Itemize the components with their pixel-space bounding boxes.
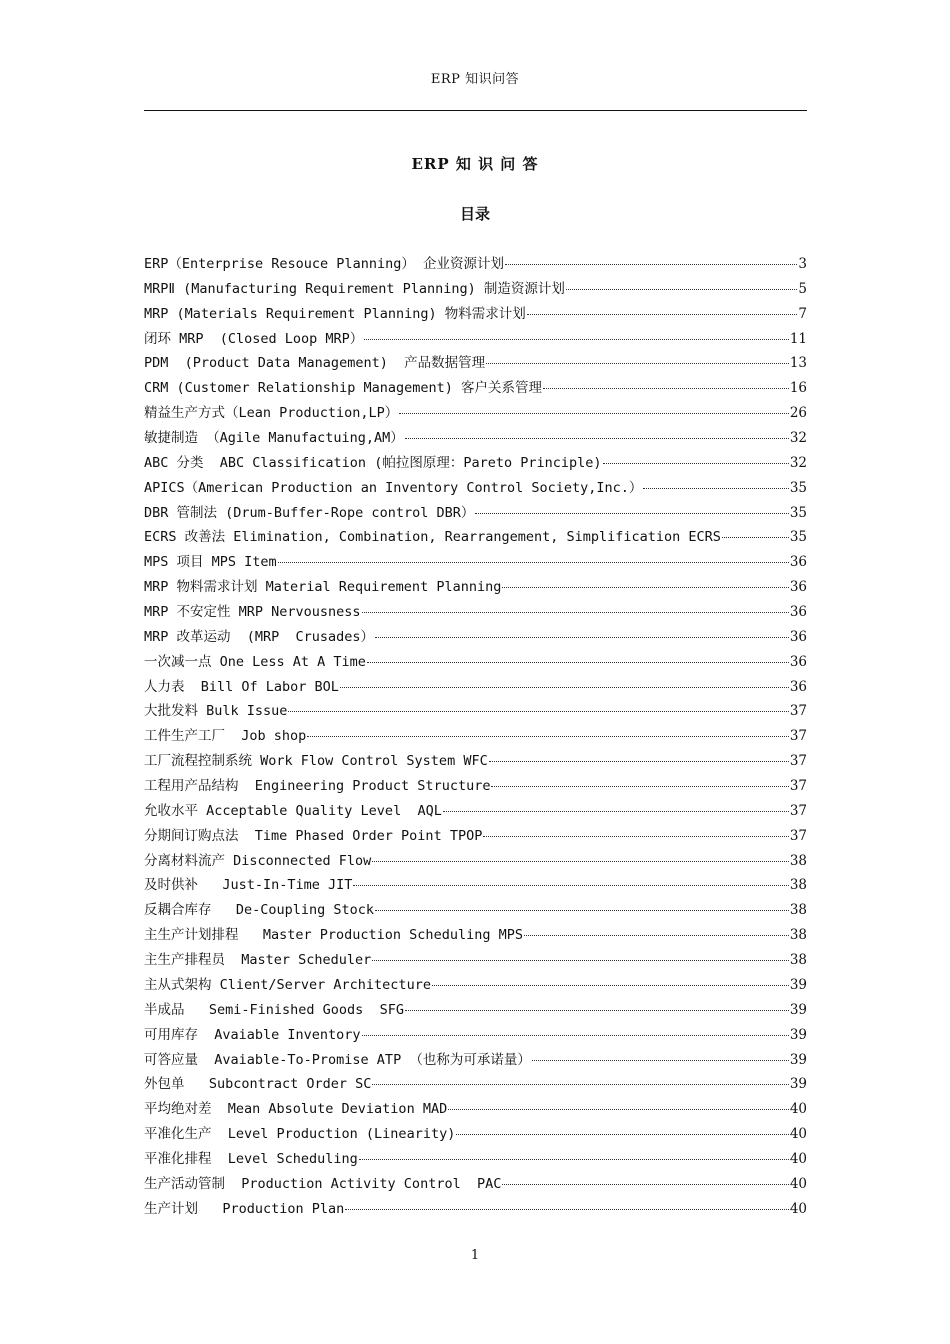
toc-entry-page: 32	[789, 454, 807, 471]
toc-entry-title: 精益生产方式（Lean Production,LP）	[144, 405, 399, 422]
toc-entry[interactable]	[144, 774, 807, 799]
toc-entry-title: 工厂流程控制系统 Work Flow Control System WFC	[144, 753, 488, 770]
toc-dot-leader	[483, 836, 788, 837]
toc-dot-leader	[489, 761, 789, 762]
toc-entry-title: MRP 改革运动 (MRP Crusades）	[144, 628, 375, 645]
toc-entry-page: 40	[789, 1150, 807, 1167]
toc-dot-leader	[372, 960, 789, 961]
toc-entry-page: 16	[789, 380, 807, 397]
toc-dot-leader	[502, 587, 788, 588]
toc-entry[interactable]	[144, 277, 807, 302]
toc-entry-page: 7	[798, 305, 807, 322]
toc-entry[interactable]	[144, 1048, 807, 1073]
toc-dot-leader	[475, 513, 788, 514]
toc-dot-leader	[527, 314, 798, 315]
toc-dot-leader	[362, 612, 789, 613]
toc-dot-leader	[448, 1109, 789, 1110]
toc-entry[interactable]	[144, 948, 807, 973]
toc-dot-leader	[722, 537, 789, 538]
toc-entry-title: 平准化排程 Level Scheduling	[144, 1150, 358, 1167]
toc-entry-page: 35	[789, 504, 807, 521]
toc-dot-leader	[340, 687, 789, 688]
toc-entry[interactable]	[144, 625, 807, 650]
toc-entry[interactable]	[144, 998, 807, 1023]
toc-entry-title: ERP（Enterprise Resouce Planning） 企业资源计划	[144, 256, 504, 272]
toc-dot-leader	[524, 935, 789, 936]
toc-entry-page: 38	[789, 902, 807, 919]
toc-entry[interactable]	[144, 675, 807, 700]
toc-dot-leader	[566, 289, 798, 290]
toc-entry[interactable]	[144, 1097, 807, 1122]
toc-dot-leader	[505, 264, 797, 265]
toc-entry[interactable]	[144, 476, 807, 501]
toc-entry-title: MRP (Materials Requirement Planning) 物料需求计划	[144, 305, 526, 322]
toc-entry-title: 主从式架构 Client/Server Architecture	[144, 976, 431, 993]
table-of-contents	[144, 252, 807, 1222]
toc-entry-title: 主生产排程员 Master Scheduler	[144, 952, 372, 969]
toc-entry-title: 可答应量 Avaiable-To-Promise ATP （也称为可承诺量）	[144, 1051, 531, 1068]
toc-entry[interactable]	[144, 1072, 807, 1097]
toc-dot-leader	[345, 1209, 789, 1210]
toc-entry-page: 26	[789, 405, 807, 422]
toc-entry-title: CRM (Customer Relationship Management) 客户关系管理	[144, 380, 542, 397]
toc-dot-leader	[502, 1184, 788, 1185]
toc-entry-page: 37	[789, 753, 807, 770]
toc-entry[interactable]	[144, 699, 807, 724]
toc-entry-page: 36	[789, 628, 807, 645]
toc-dot-leader	[432, 985, 789, 986]
toc-entry-page: 40	[789, 1200, 807, 1217]
toc-entry[interactable]	[144, 724, 807, 749]
toc-entry[interactable]	[144, 501, 807, 526]
toc-entry-page: 36	[789, 579, 807, 596]
toc-entry[interactable]	[144, 749, 807, 774]
toc-dot-leader	[278, 562, 789, 563]
toc-entry-title: 一次减一点 One Less At A Time	[144, 653, 366, 670]
toc-dot-leader	[532, 1060, 789, 1061]
toc-dot-leader	[375, 637, 789, 638]
toc-dot-leader	[288, 711, 788, 712]
toc-entry[interactable]	[144, 898, 807, 923]
toc-entry-title: DBR 管制法 (Drum-Buffer-Rope control DBR）	[144, 504, 475, 521]
toc-entry-title: 闭环 MRP (Closed Loop MRP）	[144, 330, 364, 347]
toc-entry[interactable]	[144, 849, 807, 874]
toc-entry-page: 36	[789, 554, 807, 571]
toc-dot-leader	[405, 1010, 789, 1011]
toc-entry-page: 37	[789, 703, 807, 720]
toc-dot-leader	[375, 910, 789, 911]
toc-entry-title: 工件生产工厂 Job shop	[144, 728, 307, 745]
toc-entry-title: 主生产计划排程 Master Production Scheduling MPS	[144, 927, 523, 944]
toc-dot-leader	[443, 811, 789, 812]
toc-entry-title: 大批发料 Bulk Issue	[144, 703, 288, 720]
toc-entry-page: 11	[789, 330, 807, 347]
toc-dot-leader	[603, 463, 789, 464]
toc-entry-title: APICS（American Production an Inventory Control Society,Inc.）	[144, 479, 643, 496]
toc-entry[interactable]	[144, 401, 807, 426]
running-header: ERP 知识问答	[430, 72, 520, 87]
toc-entry-page: 38	[789, 927, 807, 944]
toc-entry[interactable]	[144, 525, 807, 550]
toc-entry[interactable]	[144, 650, 807, 675]
toc-entry-page: 37	[789, 728, 807, 745]
toc-dot-leader	[307, 736, 789, 737]
toc-entry-page: 39	[789, 1076, 807, 1093]
toc-dot-leader	[353, 885, 788, 886]
toc-entry-page: 40	[789, 1126, 807, 1143]
toc-entry-page: 39	[789, 1026, 807, 1043]
toc-entry[interactable]	[144, 1197, 807, 1222]
toc-dot-leader	[372, 1084, 788, 1085]
toc-entry-page: 39	[789, 1001, 807, 1018]
toc-entry[interactable]	[144, 327, 807, 352]
toc-entry[interactable]	[144, 252, 807, 277]
toc-entry-title: MRP 物料需求计划 Material Requirement Planning	[144, 579, 502, 596]
toc-dot-leader	[491, 786, 788, 787]
toc-entry[interactable]	[144, 973, 807, 998]
toc-entry-title: MRPⅡ (Manufacturing Requirement Planning) 制造资源计划	[144, 280, 565, 297]
header-rule	[144, 110, 807, 111]
toc-entry-title: MRP 不安定性 MRP Nervousness	[144, 604, 361, 621]
toc-dot-leader	[456, 1134, 788, 1135]
toc-entry-title: PDM (Product Data Management) 产品数据管理	[144, 355, 486, 372]
toc-dot-leader	[543, 388, 789, 389]
toc-entry-title: 人力表 Bill Of Labor BOL	[144, 678, 339, 695]
toc-entry[interactable]	[144, 426, 807, 451]
toc-entry[interactable]	[144, 1147, 807, 1172]
toc-entry-page: 38	[789, 952, 807, 969]
toc-entry[interactable]	[144, 1023, 807, 1048]
toc-entry-page: 5	[798, 280, 807, 297]
toc-entry-page: 36	[789, 653, 807, 670]
toc-entry-page: 36	[789, 604, 807, 621]
toc-entry-page: 32	[789, 430, 807, 447]
toc-entry-page: 36	[789, 678, 807, 695]
toc-entry-title: 外包单 Subcontract Order SC	[144, 1076, 372, 1093]
toc-entry[interactable]	[144, 376, 807, 401]
toc-entry-title: 生产计划 Production Plan	[144, 1200, 345, 1217]
toc-entry-title: 平均绝对差 Mean Absolute Deviation MAD	[144, 1101, 448, 1118]
toc-entry-title: 及时供补 Just-In-Time JIT	[144, 877, 353, 894]
toc-entry-page: 37	[789, 802, 807, 819]
toc-entry-title: ABC 分类 ABC Classification (帕拉图原理：Pareto Principle)	[144, 454, 602, 471]
toc-dot-leader	[399, 413, 789, 414]
toc-dot-leader	[643, 488, 788, 489]
toc-entry[interactable]	[144, 923, 807, 948]
toc-entry-title: 生产活动管制 Production Activity Control PAC	[144, 1175, 502, 1192]
toc-entry[interactable]	[144, 351, 807, 376]
toc-entry-title: ECRS 改善法 Elimination, Combination, Rearrangement, Simplification ECRS	[144, 529, 721, 546]
toc-entry[interactable]	[144, 1122, 807, 1147]
toc-entry[interactable]	[144, 550, 807, 575]
toc-entry[interactable]	[144, 824, 807, 849]
toc-dot-leader	[372, 861, 789, 862]
toc-entry[interactable]	[144, 302, 807, 327]
toc-entry-page: 40	[789, 1175, 807, 1192]
toc-entry-title: 分离材料流产 Disconnected Flow	[144, 852, 372, 869]
toc-entry[interactable]	[144, 600, 807, 625]
toc-entry-page: 38	[789, 852, 807, 869]
toc-entry-title: 工程用产品结构 Engineering Product Structure	[144, 778, 491, 795]
toc-dot-leader	[405, 438, 789, 439]
toc-entry-title: 平准化生产 Level Production (Linearity)	[144, 1126, 456, 1143]
toc-entry-title: MPS 项目 MPS Item	[144, 554, 277, 571]
page-number: 1	[470, 1248, 480, 1263]
toc-entry-page: 37	[789, 778, 807, 795]
toc-entry-page: 39	[789, 1051, 807, 1068]
toc-entry[interactable]	[144, 1172, 807, 1197]
toc-entry-title: 可用库存 Avaiable Inventory	[144, 1026, 361, 1043]
toc-entry-page: 40	[789, 1101, 807, 1118]
toc-entry-title: 反耦合库存 De-Coupling Stock	[144, 902, 375, 919]
toc-entry-page: 37	[789, 827, 807, 844]
toc-entry[interactable]	[144, 451, 807, 476]
toc-heading: 目录	[459, 205, 490, 223]
toc-entry-title: 半成品 Semi-Finished Goods SFG	[144, 1001, 404, 1018]
toc-entry-title: 分期间订购点法 Time Phased Order Point TPOP	[144, 827, 483, 844]
toc-entry-title: 允收水平 Acceptable Quality Level AQL	[144, 802, 442, 819]
toc-dot-leader	[364, 339, 789, 340]
toc-entry-page: 3	[798, 256, 807, 272]
toc-dot-leader	[486, 363, 789, 364]
toc-entry[interactable]	[144, 799, 807, 824]
toc-entry-page: 35	[789, 479, 807, 496]
toc-dot-leader	[359, 1159, 789, 1160]
toc-entry-page: 39	[789, 976, 807, 993]
toc-entry-title: 敏捷制造 （Agile Manufactuing,AM）	[144, 430, 404, 447]
toc-dot-leader	[362, 1035, 789, 1036]
toc-entry-page: 13	[789, 355, 807, 372]
toc-entry-page: 35	[789, 529, 807, 546]
toc-entry[interactable]	[144, 575, 807, 600]
toc-dot-leader	[367, 662, 789, 663]
toc-entry-page: 38	[789, 877, 807, 894]
document-title: ERP 知 识 问 答	[411, 155, 539, 173]
toc-entry[interactable]	[144, 873, 807, 898]
